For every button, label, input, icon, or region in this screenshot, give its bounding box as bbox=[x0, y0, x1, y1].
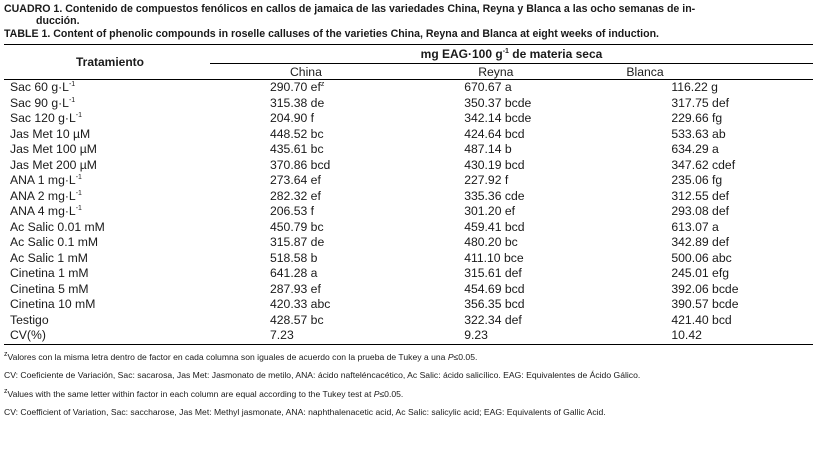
caption-spanish-continuation: ducción. bbox=[36, 15, 80, 27]
unit-superscript: -1 bbox=[75, 189, 82, 197]
footnote-marker: z bbox=[4, 350, 8, 358]
footnote bbox=[4, 407, 813, 417]
caption-english-text: Content of phenolic compounds in roselle calluses of the varieties China, Reyna and Blanca at eight weeks of induction. bbox=[53, 28, 659, 40]
china-value-cell bbox=[210, 173, 398, 189]
reyna-value-cell bbox=[398, 96, 606, 112]
treatment-cell bbox=[4, 173, 210, 189]
blanca-value-cell-text: 229.66 fg bbox=[671, 111, 723, 126]
treatment-cell-text: Sac 60 g·L bbox=[10, 80, 69, 95]
treatment-cell bbox=[4, 297, 210, 313]
reyna-value-cell bbox=[398, 282, 606, 298]
phenolic-compounds-table bbox=[4, 44, 813, 345]
table-row bbox=[4, 266, 813, 282]
treatment-cell-text: Jas Met 10 µM bbox=[10, 126, 91, 141]
blanca-value-cell-text: 293.08 def bbox=[671, 204, 729, 219]
treatment-header: Tratamiento bbox=[4, 45, 210, 80]
table-body bbox=[4, 80, 813, 345]
blanca-value-cell bbox=[606, 282, 813, 298]
footnote bbox=[4, 389, 813, 399]
column-header-china: China bbox=[210, 64, 398, 80]
reyna-value-cell-text: 342.14 bcde bbox=[464, 111, 532, 126]
reyna-value-cell-text: 459.41 bcd bbox=[464, 219, 525, 234]
treatment-cell bbox=[4, 313, 210, 329]
treatment-cell-text: ANA 2 mg·L bbox=[10, 188, 76, 203]
reyna-value-cell-text: 670.67 a bbox=[464, 80, 512, 95]
column-header-blanca: Blanca bbox=[606, 64, 813, 80]
blanca-value-cell-text: 116.22 g bbox=[671, 80, 718, 95]
treatment-cell bbox=[4, 96, 210, 112]
treatment-cell bbox=[4, 235, 210, 251]
reyna-value-cell-text: 356.35 bcd bbox=[464, 297, 525, 312]
reyna-value-cell bbox=[398, 142, 606, 158]
china-value-cell bbox=[210, 220, 398, 236]
treatment-cell-text: CV(%) bbox=[10, 328, 46, 343]
column-header-reyna: Reyna bbox=[398, 64, 606, 80]
china-value-cell-text: 204.90 f bbox=[270, 111, 315, 126]
china-value-cell-text: 206.53 f bbox=[270, 204, 315, 219]
treatment-cell bbox=[4, 328, 210, 344]
blanca-value-cell bbox=[606, 142, 813, 158]
reyna-value-cell bbox=[398, 328, 606, 344]
footnote bbox=[4, 352, 813, 362]
table-row bbox=[4, 80, 813, 96]
caption-spanish bbox=[4, 3, 813, 27]
china-value-cell-text: 282.32 ef bbox=[270, 188, 321, 203]
treatment-cell-text: Ac Salic 0.1 mM bbox=[10, 235, 99, 250]
china-value-cell-text: 7.23 bbox=[270, 328, 294, 343]
reyna-value-cell bbox=[398, 158, 606, 174]
china-value-cell bbox=[210, 96, 398, 112]
china-value-cell-text: 450.79 bc bbox=[270, 219, 324, 234]
reyna-value-cell bbox=[398, 204, 606, 220]
china-value-cell bbox=[210, 328, 398, 344]
blanca-value-cell-text: 390.57 bcde bbox=[671, 297, 739, 312]
footnote-text: CV: Coeficiente de Variación, Sac: sacarosa, Jas Met: Jasmonato de metilo, ANA: ácido nafteléncacético, Ac Salic: ácido salicílico. EAG: Equivalentes de Ácido Gálico. bbox=[4, 370, 641, 380]
blanca-value-cell bbox=[606, 127, 813, 143]
table-row bbox=[4, 127, 813, 143]
treatment-cell-text: Ac Salic 1 mM bbox=[10, 250, 88, 265]
reyna-value-cell-text: 315.61 def bbox=[464, 266, 522, 281]
unit-superscript: -1 bbox=[68, 96, 76, 104]
caption-spanish-text: Contenido de compuestos fenólicos en callos de jamaica de las variedades China, Reyna y Blanca a las ocho semanas de in- bbox=[65, 3, 696, 15]
treatment-cell bbox=[4, 127, 210, 143]
blanca-value-cell-text: 10.42 bbox=[671, 328, 702, 343]
table-row bbox=[4, 173, 813, 189]
reyna-value-cell bbox=[398, 220, 606, 236]
blanca-value-cell-text: 312.55 def bbox=[671, 188, 729, 203]
treatment-cell bbox=[4, 266, 210, 282]
china-value-cell-text: 428.57 bc bbox=[270, 312, 324, 327]
treatment-cell-text: ANA 4 mg·L bbox=[10, 204, 76, 219]
blanca-value-cell-text: 317.75 def bbox=[671, 95, 729, 110]
china-value-cell-text: 287.93 ef bbox=[270, 281, 321, 296]
table-footnotes bbox=[4, 352, 813, 418]
table-row bbox=[4, 328, 813, 344]
reyna-value-cell bbox=[398, 80, 606, 96]
reyna-value-cell bbox=[398, 313, 606, 329]
reyna-value-cell bbox=[398, 251, 606, 267]
china-value-cell-text: 448.52 bc bbox=[270, 126, 324, 141]
reyna-value-cell-text: 480.20 bc bbox=[464, 235, 518, 250]
blanca-value-cell bbox=[606, 80, 813, 96]
reyna-value-cell bbox=[398, 235, 606, 251]
caption-spanish-lead: CUADRO 1. bbox=[4, 3, 63, 15]
treatment-cell bbox=[4, 189, 210, 205]
group-header-tail: de materia seca bbox=[508, 47, 603, 61]
blanca-value-cell bbox=[606, 173, 813, 189]
blanca-value-cell-text: 245.01 efg bbox=[671, 266, 729, 281]
footnote-text: Values with the same letter within factor in each column are equal according to the Tukey test at bbox=[7, 388, 374, 399]
treatment-cell-text: ANA 1 mg·L bbox=[10, 173, 76, 188]
china-value-cell-text: 315.87 de bbox=[270, 235, 325, 250]
reyna-value-cell-text: 227.92 f bbox=[464, 173, 509, 188]
unit-superscript: -1 bbox=[75, 205, 82, 213]
china-value-cell-text: 315.38 de bbox=[270, 95, 325, 110]
unit-superscript: -1 bbox=[75, 174, 82, 182]
china-value-cell bbox=[210, 111, 398, 127]
footnote-marker: z bbox=[320, 81, 325, 89]
blanca-value-cell bbox=[606, 266, 813, 282]
table-row bbox=[4, 142, 813, 158]
treatment-cell bbox=[4, 220, 210, 236]
china-value-cell bbox=[210, 142, 398, 158]
caption-english-lead: TABLE 1. bbox=[4, 28, 51, 40]
reyna-value-cell-text: 430.19 bcd bbox=[464, 157, 525, 172]
blanca-value-cell bbox=[606, 96, 813, 112]
blanca-value-cell bbox=[606, 297, 813, 313]
caption-english bbox=[4, 28, 813, 41]
blanca-value-cell-text: 342.89 def bbox=[671, 235, 729, 250]
footnote-text-end: ≤0.05. bbox=[379, 388, 404, 399]
reyna-value-cell-text: 350.37 bcde bbox=[464, 95, 532, 110]
china-value-cell-text: 290.70 ef bbox=[270, 80, 321, 95]
table-row bbox=[4, 282, 813, 298]
treatment-cell-text: Ac Salic 0.01 mM bbox=[10, 219, 105, 234]
treatment-cell bbox=[4, 204, 210, 220]
reyna-value-cell-text: 322.34 def bbox=[464, 312, 522, 327]
reyna-value-cell bbox=[398, 266, 606, 282]
blanca-value-cell-text: 613.07 a bbox=[671, 219, 719, 234]
footnote-marker: z bbox=[4, 387, 8, 395]
reyna-value-cell-text: 454.69 bcd bbox=[464, 281, 525, 296]
treatment-cell bbox=[4, 251, 210, 267]
treatment-cell-text: Sac 90 g·L bbox=[10, 95, 69, 110]
table-row bbox=[4, 111, 813, 127]
blanca-value-cell-text: 392.06 bcde bbox=[671, 281, 739, 296]
china-value-cell bbox=[210, 266, 398, 282]
blanca-value-cell-text: 421.40 bcd bbox=[671, 312, 732, 327]
china-value-cell-text: 370.86 bcd bbox=[270, 157, 331, 172]
blanca-value-cell bbox=[606, 220, 813, 236]
treatment-cell-text: Jas Met 100 µM bbox=[10, 142, 97, 157]
blanca-value-cell bbox=[606, 235, 813, 251]
reyna-value-cell bbox=[398, 111, 606, 127]
blanca-value-cell bbox=[606, 189, 813, 205]
table-row bbox=[4, 204, 813, 220]
china-value-cell bbox=[210, 189, 398, 205]
unit-superscript: -1 bbox=[68, 81, 76, 89]
blanca-value-cell bbox=[606, 111, 813, 127]
reyna-value-cell-text: 301.20 ef bbox=[464, 204, 516, 219]
reyna-value-cell bbox=[398, 127, 606, 143]
blanca-value-cell bbox=[606, 204, 813, 220]
blanca-value-cell-text: 235.06 fg bbox=[671, 173, 723, 188]
treatment-cell-text: Jas Met 200 µM bbox=[10, 157, 97, 172]
table-row bbox=[4, 96, 813, 112]
blanca-value-cell bbox=[606, 158, 813, 174]
treatment-cell-text: Cinetina 10 mM bbox=[10, 297, 96, 312]
table-row bbox=[4, 235, 813, 251]
treatment-cell-text: Testigo bbox=[10, 312, 49, 327]
table-row bbox=[4, 313, 813, 329]
unit-superscript: -1 bbox=[75, 112, 82, 120]
china-value-cell bbox=[210, 204, 398, 220]
reyna-value-cell bbox=[398, 173, 606, 189]
table-row bbox=[4, 220, 813, 236]
reyna-value-cell-text: 424.64 bcd bbox=[464, 126, 525, 141]
china-value-cell-text: 435.61 bc bbox=[270, 142, 324, 157]
footnote bbox=[4, 370, 813, 380]
footnote-italic: P bbox=[373, 388, 380, 399]
footnote-text-end: ≤0.05. bbox=[453, 351, 478, 362]
treatment-cell-text: Sac 120 g·L bbox=[10, 111, 76, 126]
blanca-value-cell-text: 634.29 a bbox=[671, 142, 719, 157]
treatment-cell-text: Cinetina 1 mM bbox=[10, 266, 89, 281]
blanca-value-cell-text: 533.63 ab bbox=[671, 126, 726, 141]
treatment-cell bbox=[4, 142, 210, 158]
blanca-value-cell bbox=[606, 251, 813, 267]
china-value-cell bbox=[210, 158, 398, 174]
china-value-cell bbox=[210, 80, 398, 96]
group-header-text: mg EAG·100 g bbox=[420, 47, 503, 61]
treatment-cell-text: Cinetina 5 mM bbox=[10, 281, 89, 296]
blanca-value-cell bbox=[606, 313, 813, 329]
reyna-value-cell-text: 411.10 bce bbox=[464, 250, 524, 265]
treatment-cell bbox=[4, 282, 210, 298]
blanca-value-cell bbox=[606, 328, 813, 344]
china-value-cell bbox=[210, 235, 398, 251]
reyna-value-cell-text: 487.14 b bbox=[464, 142, 512, 157]
reyna-value-cell bbox=[398, 189, 606, 205]
table-row bbox=[4, 251, 813, 267]
reyna-value-cell bbox=[398, 297, 606, 313]
china-value-cell-text: 273.64 ef bbox=[270, 173, 321, 188]
table-row bbox=[4, 297, 813, 313]
footnote-italic: P bbox=[447, 351, 454, 362]
china-value-cell-text: 641.28 a bbox=[270, 266, 318, 281]
treatment-cell bbox=[4, 80, 210, 96]
china-value-cell bbox=[210, 251, 398, 267]
footnote-text: CV: Coefficient of Variation, Sac: saccharose, Jas Met: Methyl jasmonate, ANA: naphthalenacetic acid, Ac Salic: salicylic acid; EAG: Equivalents of Gallic Acid. bbox=[4, 407, 606, 417]
china-value-cell-text: 420.33 abc bbox=[270, 297, 331, 312]
group-header-sup: -1 bbox=[502, 48, 509, 55]
china-value-cell-text: 518.58 b bbox=[270, 250, 318, 265]
treatment-cell bbox=[4, 111, 210, 127]
china-value-cell bbox=[210, 313, 398, 329]
table-row bbox=[4, 189, 813, 205]
group-header bbox=[210, 45, 813, 64]
reyna-value-cell-text: 335.36 cde bbox=[464, 188, 525, 203]
china-value-cell bbox=[210, 282, 398, 298]
china-value-cell bbox=[210, 297, 398, 313]
blanca-value-cell-text: 500.06 abc bbox=[671, 250, 732, 265]
footnote-text: Valores con la misma letra dentro de factor en cada columna son iguales de acuerdo con la prueba de Tukey a una bbox=[7, 351, 448, 362]
reyna-value-cell-text: 9.23 bbox=[464, 328, 488, 343]
table-row bbox=[4, 158, 813, 174]
china-value-cell bbox=[210, 127, 398, 143]
treatment-cell bbox=[4, 158, 210, 174]
blanca-value-cell-text: 347.62 cdef bbox=[671, 157, 736, 172]
